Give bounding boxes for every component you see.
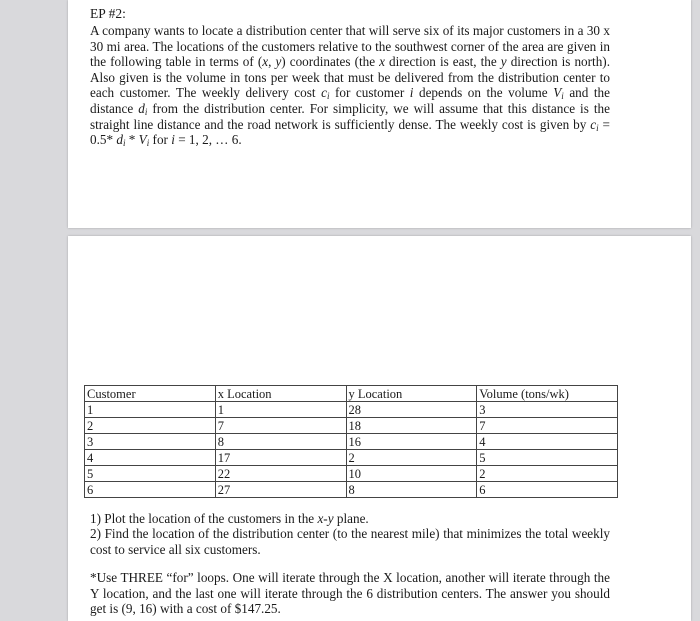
table-row — [85, 418, 618, 434]
table-cell: 2 — [346, 450, 477, 466]
problem-statement: A company wants to locate a distribution center that will serve six of its major customers in a 30 x 30 mi area. The locations of the customers relative to the southwest corner of the area are given in the following table in terms of (x, y) coordinates (the x direction is east, the y direction is north). Also given is the volume in tons per week that must be delivered from the distribution center to each customer. The weekly delivery cost $c_i$ for customer i depends on the volume $V_i$ and the distance $d_i$ from the distribution center. For simplicity, we will assume that this distance is the straight line distance and the road network is sufficiently dense. The weekly cost is given by $c_i = 0.5*$ $d_i * V_i$ for i = 1, 2, … 6. — [90, 23, 611, 149]
table-cell: 7 — [477, 418, 618, 434]
table-cell: 1 — [215, 402, 346, 418]
document-page-1 — [68, 0, 691, 228]
table-row — [85, 450, 618, 466]
table-cell: 7 — [215, 418, 346, 434]
table-cell: 4 — [477, 434, 618, 450]
table-cell: 28 — [346, 402, 477, 418]
table-cell: 2 — [477, 466, 618, 482]
header-y-location: y Location — [346, 386, 477, 402]
table-cell: 22 — [215, 466, 346, 482]
header-customer: Customer — [85, 386, 216, 402]
table-cell: 10 — [346, 466, 477, 482]
table-cell: 5 — [85, 466, 216, 482]
table-cell: 3 — [477, 402, 618, 418]
table-cell: 1 — [85, 402, 216, 418]
table-cell: 3 — [85, 434, 216, 450]
table-row — [85, 482, 618, 498]
customer-table — [84, 385, 618, 498]
table-row — [85, 434, 618, 450]
table-cell: 6 — [477, 482, 618, 498]
table-cell: 4 — [85, 450, 216, 466]
table-header-row — [85, 386, 618, 402]
table-cell: 17 — [215, 450, 346, 466]
header-x-location: x Location — [215, 386, 346, 402]
question-1: 1) Plot the location of the customers in the x-y plane. — [90, 511, 369, 526]
table-cell: 8 — [215, 434, 346, 450]
table-cell: 16 — [346, 434, 477, 450]
problem-title: EP #2: — [90, 6, 126, 21]
table-cell: 2 — [85, 418, 216, 434]
table-cell: 6 — [85, 482, 216, 498]
table-cell: 5 — [477, 450, 618, 466]
table-cell: 27 — [215, 482, 346, 498]
hint-note: *Use THREE “for” loops. One will iterate through the X location, another will iterate through the Y location, and the last one will iterate through the 6 distribution centers. The answer you should get is (9, 16) with a cost of $147.25. — [90, 570, 610, 617]
table-row — [85, 402, 618, 418]
document-page-2 — [68, 236, 691, 621]
question-2: 2) Find the location of the distribution center (to the nearest mile) that minimizes the total weekly cost to service all six customers. — [90, 526, 610, 557]
table-cell: 18 — [346, 418, 477, 434]
table-cell: 8 — [346, 482, 477, 498]
header-volume: Volume (tons/wk) — [477, 386, 618, 402]
table-row — [85, 466, 618, 482]
